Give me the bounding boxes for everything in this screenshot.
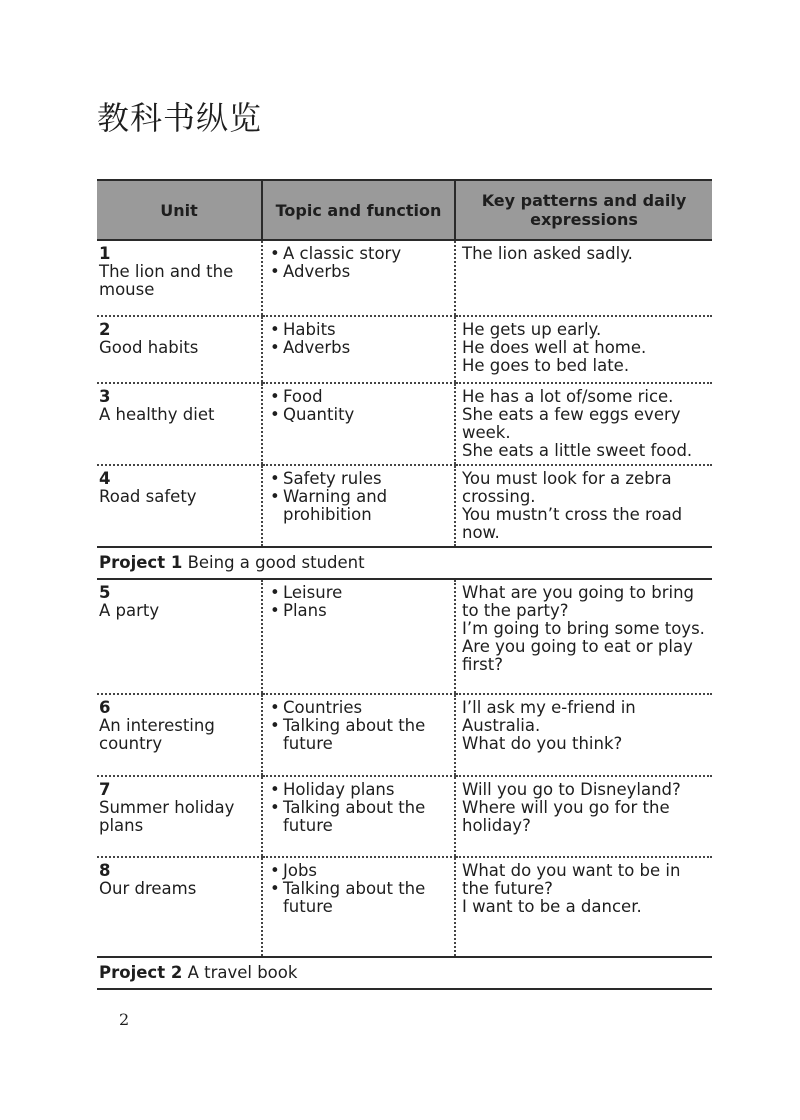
patterns-cell [455, 857, 712, 957]
topic-cell [262, 465, 455, 547]
patterns-cell [455, 316, 712, 383]
unit-number: 6 [99, 698, 111, 717]
unit-name: Good habits [99, 338, 199, 357]
unit-name: An interesting country [99, 716, 215, 753]
unit-cell [97, 579, 262, 694]
unit-cell [97, 383, 262, 465]
pattern-line: Are you going to eat or play first? [462, 637, 693, 674]
topic-item: • Warning and prohibition [269, 488, 452, 524]
unit-number: 2 [99, 320, 111, 339]
project-label: Project 1 [99, 553, 183, 572]
header-row [97, 180, 712, 240]
topic-cell [262, 694, 455, 776]
header-patterns: Key patterns and daily expressions [455, 180, 712, 240]
pattern-line: The lion asked sadly. [462, 244, 633, 263]
topic-item: • Jobs [269, 862, 452, 880]
table-row [97, 383, 712, 465]
table-row [97, 694, 712, 776]
pattern-line: He gets up early. [462, 320, 602, 339]
pattern-line: What do you think? [462, 734, 623, 753]
project-cell [97, 957, 712, 989]
topic-cell [262, 383, 455, 465]
patterns-cell [455, 383, 712, 465]
overview-table [97, 179, 712, 990]
unit-name: A party [99, 601, 160, 620]
page-title: 教科书纵览 [97, 99, 263, 137]
topic-item: • Habits [269, 321, 452, 339]
unit-cell [97, 240, 262, 316]
pattern-line: He does well at home. [462, 338, 647, 357]
unit-number: 1 [99, 244, 111, 263]
pattern-line: Where will you go for the holiday? [462, 798, 670, 835]
topic-item: • A classic story [269, 245, 452, 263]
unit-number: 5 [99, 583, 111, 602]
unit-name: A healthy diet [99, 405, 215, 424]
table-row [97, 776, 712, 857]
patterns-cell [455, 465, 712, 547]
project-row [97, 957, 712, 989]
topic-item: • Leisure [269, 584, 452, 602]
unit-number: 8 [99, 861, 111, 880]
pattern-line: You mustn’t cross the road now. [462, 505, 683, 542]
topic-cell [262, 776, 455, 857]
pattern-line: He has a lot of/some rice. [462, 387, 674, 406]
topic-item: • Holiday plans [269, 781, 452, 799]
topic-cell [262, 857, 455, 957]
topic-cell [262, 579, 455, 694]
unit-name: The lion and the mouse [99, 262, 234, 299]
table-row [97, 579, 712, 694]
topic-item: • Talking about the future [269, 799, 452, 835]
project-title: Being a good student [187, 553, 365, 572]
topic-item: • Adverbs [269, 263, 452, 281]
unit-name: Our dreams [99, 879, 197, 898]
pattern-line: You must look for a zebra crossing. [462, 469, 672, 506]
topic-item: • Countries [269, 699, 452, 717]
unit-cell [97, 316, 262, 383]
project-title: A travel book [187, 963, 298, 982]
pattern-line: What do you want to be in the future? [462, 861, 681, 898]
pattern-line: Will you go to Disneyland? [462, 780, 681, 799]
topic-cell [262, 316, 455, 383]
unit-cell [97, 465, 262, 547]
unit-name: Summer holiday plans [99, 798, 235, 835]
topic-item: • Adverbs [269, 339, 452, 357]
pattern-line: She eats a little sweet food. [462, 441, 693, 460]
unit-number: 4 [99, 469, 111, 488]
topic-item: • Talking about the future [269, 717, 452, 753]
table-row [97, 316, 712, 383]
patterns-cell [455, 776, 712, 857]
unit-cell [97, 857, 262, 957]
header-unit: Unit [97, 180, 262, 240]
unit-cell [97, 776, 262, 857]
topic-item: • Talking about the future [269, 880, 452, 916]
topic-item: • Plans [269, 602, 452, 620]
unit-cell [97, 694, 262, 776]
topic-item: • Quantity [269, 406, 452, 424]
pattern-line: I’m going to bring some toys. [462, 619, 705, 638]
topic-cell [262, 240, 455, 316]
topic-item: • Food [269, 388, 452, 406]
pattern-line: I’ll ask my e-friend in Australia. [462, 698, 636, 735]
project-cell [97, 547, 712, 579]
patterns-cell [455, 694, 712, 776]
unit-name: Road safety [99, 487, 197, 506]
pattern-line: She eats a few eggs every week. [462, 405, 681, 442]
table-row [97, 240, 712, 316]
header-topic: Topic and function [262, 180, 455, 240]
pattern-line: I want to be a dancer. [462, 897, 642, 916]
project-label: Project 2 [99, 963, 183, 982]
pattern-line: What are you going to bring to the party? [462, 583, 694, 620]
table-row [97, 857, 712, 957]
patterns-cell [455, 240, 712, 316]
project-row [97, 547, 712, 579]
patterns-cell [455, 579, 712, 694]
table-row [97, 465, 712, 547]
unit-number: 3 [99, 387, 111, 406]
pattern-line: He goes to bed late. [462, 356, 630, 375]
page-number: 2 [119, 1010, 130, 1029]
unit-number: 7 [99, 780, 111, 799]
topic-item: • Safety rules [269, 470, 452, 488]
